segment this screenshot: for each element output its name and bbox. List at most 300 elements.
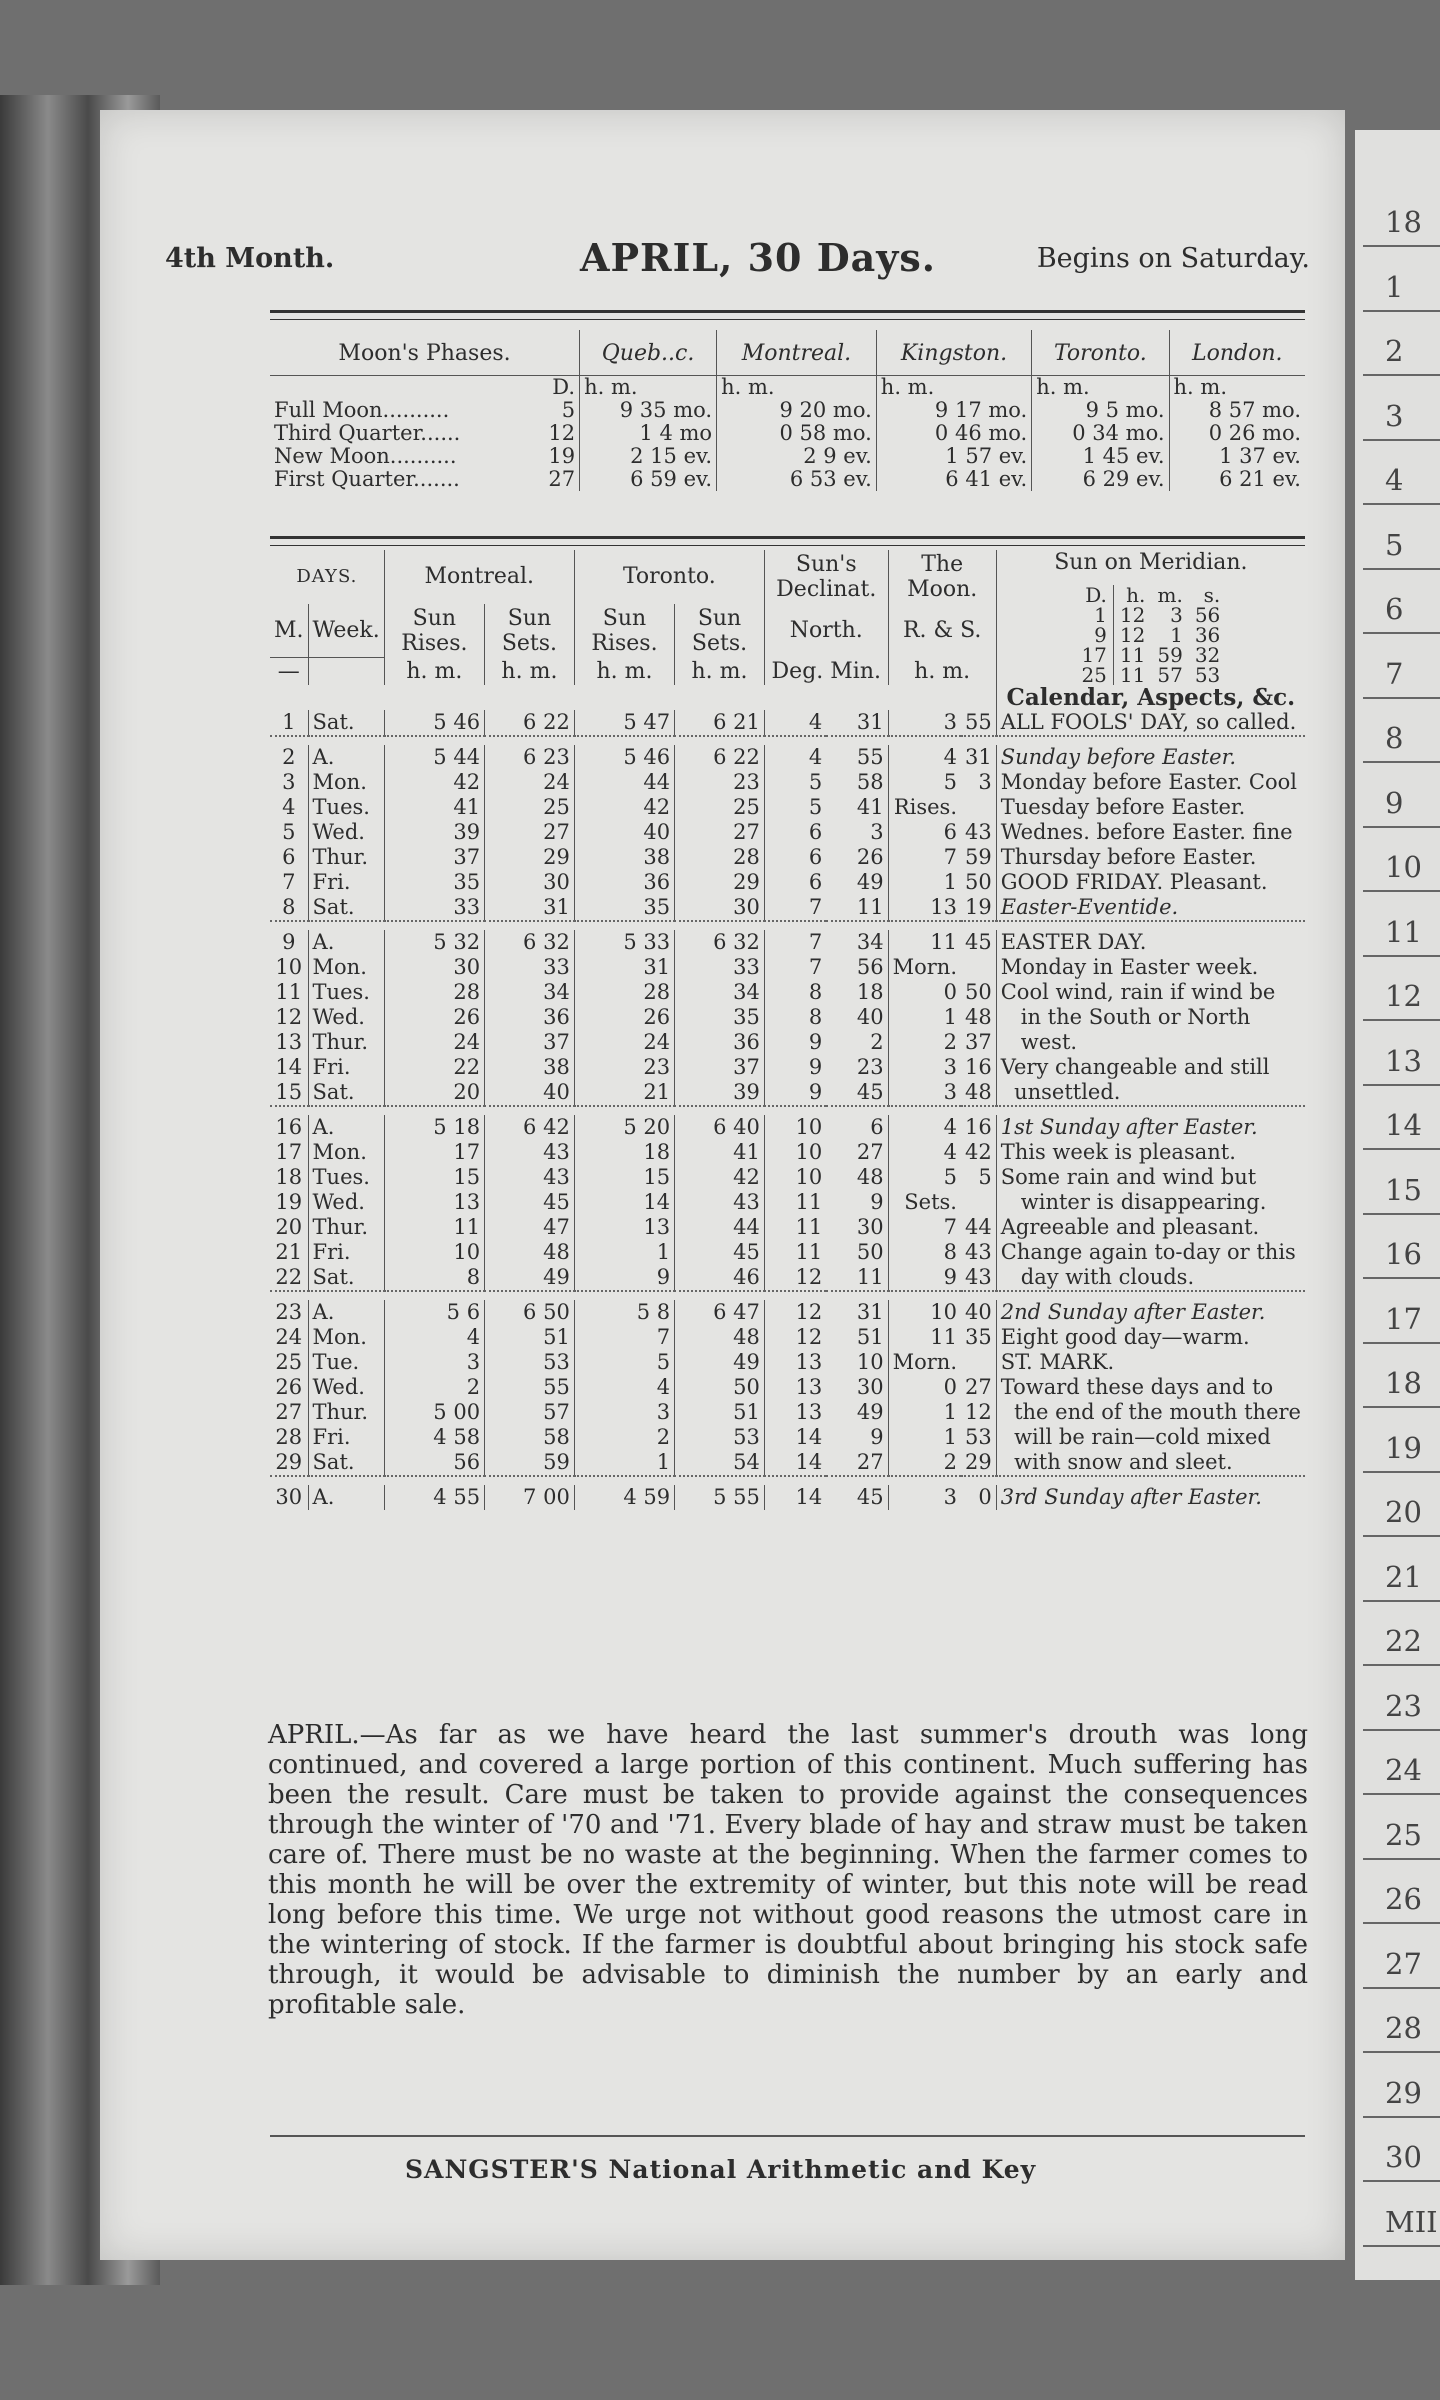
montreal-rises: 20 bbox=[384, 1080, 484, 1106]
city-header: Toronto. bbox=[1032, 330, 1169, 376]
declination-min: 26 bbox=[856, 845, 884, 869]
day-row bbox=[270, 1375, 1305, 1400]
phase-quebec: 1 4 mo bbox=[580, 422, 717, 445]
weekday: Wed. bbox=[308, 820, 384, 845]
montreal-rises: 5 00 bbox=[384, 1400, 484, 1425]
montreal-sets: 51 bbox=[485, 1325, 575, 1350]
phase-montreal: 6 53 ev. bbox=[717, 468, 877, 491]
page-title: APRIL, 30 Days. bbox=[580, 235, 936, 280]
phase-day: 27 bbox=[548, 467, 576, 491]
declination-min: 27 bbox=[856, 1450, 884, 1474]
adjacent-page-rule bbox=[1363, 1471, 1440, 1473]
adjacent-page-number: 2 bbox=[1385, 334, 1404, 368]
montreal-sets: 45 bbox=[485, 1190, 575, 1215]
moon-hour: 4 bbox=[888, 1140, 961, 1165]
moon-hour: 3 bbox=[888, 1485, 961, 1510]
toronto-sets: 35 bbox=[675, 1005, 765, 1030]
meridian-row bbox=[1075, 625, 1226, 645]
phase-kingston: 0 46 mo. bbox=[876, 422, 1031, 445]
meridian-value: 53 bbox=[1194, 663, 1221, 687]
declination-deg: 14 bbox=[764, 1450, 826, 1476]
montreal-rises: 11 bbox=[384, 1215, 484, 1240]
moon-minute: 59 bbox=[965, 845, 992, 869]
moon-hour: 7 bbox=[888, 1215, 961, 1240]
phase-name: New Moon.......... bbox=[274, 444, 457, 468]
calendar-note: winter is disappearing. bbox=[996, 1190, 1305, 1215]
subhead-hm: h. m. bbox=[580, 376, 717, 400]
declination-min: 9 bbox=[870, 1425, 884, 1449]
declination-min: 9 bbox=[870, 1190, 884, 1214]
montreal-sets: 33 bbox=[485, 955, 575, 980]
adjacent-page-rule bbox=[1363, 310, 1440, 312]
weekday: Wed. bbox=[308, 1190, 384, 1215]
moon-minute: 48 bbox=[965, 1005, 992, 1029]
montreal-sets: 58 bbox=[485, 1425, 575, 1450]
toronto-sets: 33 bbox=[675, 955, 765, 980]
adjacent-page-number: 8 bbox=[1385, 721, 1404, 755]
declination-header: Sun's Declinat. bbox=[764, 550, 888, 604]
toronto-sets: 25 bbox=[675, 795, 765, 820]
montreal-rises: 26 bbox=[384, 1005, 484, 1030]
calendar-note: will be rain—cold mixed bbox=[996, 1425, 1305, 1450]
declination-min: 11 bbox=[856, 1265, 884, 1289]
adjacent-page-number: 13 bbox=[1385, 1043, 1422, 1078]
adjacent-page-rule bbox=[1363, 1342, 1440, 1344]
day-row bbox=[270, 1215, 1305, 1240]
calendar-note: ST. MARK. bbox=[996, 1350, 1305, 1375]
day-number: 10 bbox=[275, 955, 303, 979]
toronto-rises: 7 bbox=[574, 1325, 674, 1350]
calendar-note: unsettled. bbox=[996, 1080, 1305, 1106]
calendar-note: Monday in Easter week. bbox=[996, 955, 1305, 980]
declination-deg: 10 bbox=[764, 1165, 826, 1190]
toronto-rises: 1 bbox=[574, 1450, 674, 1476]
montreal-rises: 8 bbox=[384, 1265, 484, 1291]
day-row bbox=[270, 1265, 1305, 1291]
montreal-rises: 39 bbox=[384, 820, 484, 845]
city-header: London. bbox=[1169, 330, 1305, 376]
day-row bbox=[270, 745, 1305, 770]
montreal-rises: 13 bbox=[384, 1190, 484, 1215]
weekday: Sat. bbox=[308, 1080, 384, 1106]
phase-london: 1 37 ev. bbox=[1169, 445, 1305, 468]
adjacent-page-number: 15 bbox=[1385, 1172, 1422, 1207]
moon-hour: 9 bbox=[888, 1265, 961, 1291]
moon-hour: Morn. bbox=[888, 1350, 961, 1375]
toronto-sets: 53 bbox=[675, 1425, 765, 1450]
declination-deg: 5 bbox=[764, 795, 826, 820]
col-week: Week. bbox=[308, 604, 384, 658]
montreal-rises: 33 bbox=[384, 895, 484, 921]
declination-min: 49 bbox=[856, 1400, 884, 1424]
moon-hour: 0 bbox=[888, 980, 961, 1005]
montreal-sets: 37 bbox=[485, 1030, 575, 1055]
day-row bbox=[270, 770, 1305, 795]
toronto-sets: 50 bbox=[675, 1375, 765, 1400]
calendar-note: GOOD FRIDAY. Pleasant. bbox=[996, 870, 1305, 895]
almanac-table: DAYS. Montreal. Toronto. Sun's Declinat. The Moon. Sun on Meridian. D. h. m. s. 1 12 3 56 9 12 1 36 17 11 59 32 25 11 57 53 M. Week. Sun Rises. Sun Sets. Sun Rises. Sun Sets. North. R. & S. — h. m. h. m. h. m. h. m. Deg. Min. h. m. Calendar, Aspects, &c. 1 Sat. 5 46 6 22 5 47 6 21 4 31 3 55 ALL FOOLS' DAY, so called. 2 A. 5 44 6 23 5 46 6 22 4 55 4 31 Sunday before Easter. 3 Mon. 42 24 44 23 5 58 5 3 Monday before Easter. Cool 4 Tues. 41 25 42 25 5 41 Rises. Tuesday before Easter. 5 Wed. 39 27 40 27 6 3 6 43 Wednes. before Easter. fine 6 Thur. 37 29 38 28 6 26 7 59 Thursday before Easter. 7 Fri. 35 30 36 29 6 49 1 50 GOOD FRIDAY. Pleasant. 8 Sat. 33 31 35 30 7 11 13 19 Easter-Eventide. 9 A. 5 32 6 32 5 33 6 32 7 34 11 45 EASTER DAY. 10 Mon. 30 33 31 33 7 56 Morn. Monday in Easter week. 11 Tues. 28 34 28 34 8 18 0 50 Cool wind, rain if wind be 12 Wed. 26 36 26 35 8 40 1 48 in the South or North 13 Thur. 24 37 24 36 9 2 2 37 west. 14 Fri. 22 38 23 37 9 23 3 16 Very changeable and still 15 Sat. 20 40 21 39 9 45 3 48 unsettled. 16 A. 5 18 6 42 5 20 6 40 10 6 4 16 1st Sunday after Easter. 17 Mon. 17 43 18 41 10 27 4 42 This week is pleasant. 18 Tues. 15 43 15 42 10 48 5 5 Some rain and wind but 19 Wed. 13 45 14 43 11 9 Sets. winter is disappearing. 20 Thur. 11 47 13 44 11 30 7 44 Agreeable and pleasant. 21 Fri. 10 48 1 45 11 50 8 43 Change again to-day or this 22 Sat. 8 49 9 46 12 11 9 43 day with clouds. 23 A. 5 6 6 50 5 8 6 47 12 31 10 40 2nd Sunday after Easter. 24 Mon. 4 51 7 48 12 51 11 35 Eight good day—warm. 25 Tue. 3 53 5 49 13 10 Morn. ST. MARK. 26 Wed. 2 55 4 50 13 30 0 27 Toward these days and to 27 Thur. 5 00 57 3 51 13 49 1 12 the end of the mouth there 28 Fri. 4 58 58 2 53 14 9 1 53 will be rain—cold mixed 29 Sat. 56 59 1 54 14 27 2 29 with snow and sleet. 30 A. 4 55 7 00 4 59 5 55 14 45 3 0 3rd Sunday after Easter. bbox=[270, 550, 1305, 1510]
adjacent-page-rule bbox=[1363, 374, 1440, 376]
adjacent-page-rule bbox=[1363, 1213, 1440, 1215]
adjacent-page-number: 16 bbox=[1385, 1237, 1422, 1271]
day-number: 23 bbox=[275, 1300, 303, 1324]
day-row bbox=[270, 845, 1305, 870]
calendar-note: Cool wind, rain if wind be bbox=[996, 980, 1305, 1005]
weekday: A. bbox=[308, 1485, 384, 1510]
weekday: Mon. bbox=[308, 770, 384, 795]
week-separator bbox=[270, 1106, 1305, 1115]
toronto-sets: 29 bbox=[675, 870, 765, 895]
declination-min: 48 bbox=[856, 1165, 884, 1189]
montreal-sets: 40 bbox=[485, 1080, 575, 1106]
declination-deg: 11 bbox=[764, 1240, 826, 1265]
meridian-value: 36 bbox=[1194, 623, 1221, 647]
montreal-sets: 25 bbox=[485, 795, 575, 820]
toronto-rises: 9 bbox=[574, 1265, 674, 1291]
adjacent-page-number: 17 bbox=[1385, 1301, 1422, 1336]
day-number: 13 bbox=[275, 1030, 303, 1054]
weekday: A. bbox=[308, 745, 384, 770]
calendar-note: day with clouds. bbox=[996, 1265, 1305, 1291]
moon-phase-row bbox=[270, 399, 1305, 422]
montreal-sets: 6 32 bbox=[485, 930, 575, 955]
montreal-rises: 15 bbox=[384, 1165, 484, 1190]
weekday: Tues. bbox=[308, 795, 384, 820]
moon-hour: 3 bbox=[888, 1080, 961, 1106]
montreal-rises: 24 bbox=[384, 1030, 484, 1055]
note-text: —As far as we have heard the last summer's drouth was long continued, and covered a large portion of this continent. Much suffering has been the result. Care must be taken to provide against the consequences through the winter of '70 and '71. Every blade of hay and straw must be taken care of. There must be no waste at the beginning. When the farmer comes to this month he will be over the extremity of winter, but this note will be read long before this time. We urge not without good reasons the utmost care in the wintering of stock. If the farmer is doubtful about bringing his stock safe through, it would be advisable to diminish the number by an early and profitable sale. bbox=[268, 1720, 1308, 2020]
montreal-rises: 28 bbox=[384, 980, 484, 1005]
toronto-rises: 24 bbox=[574, 1030, 674, 1055]
toronto-rises: 28 bbox=[574, 980, 674, 1005]
montreal-sets: 27 bbox=[485, 820, 575, 845]
moon-minute: 3 bbox=[978, 770, 992, 794]
adjacent-page bbox=[1355, 130, 1440, 2280]
phase-london: 6 21 ev. bbox=[1169, 468, 1305, 491]
montreal-rises: 5 18 bbox=[384, 1115, 484, 1140]
montreal-sets: 38 bbox=[485, 1055, 575, 1080]
day-row bbox=[270, 870, 1305, 895]
day-row bbox=[270, 820, 1305, 845]
moon-minute: 48 bbox=[965, 1080, 992, 1104]
montreal-rises: 4 bbox=[384, 1325, 484, 1350]
meridian-value: 17 bbox=[1075, 645, 1113, 665]
moon-hour: 11 bbox=[888, 1325, 961, 1350]
montreal-sets: 6 42 bbox=[485, 1115, 575, 1140]
calendar-note: 1st Sunday after Easter. bbox=[996, 1115, 1305, 1140]
toronto-sets: 41 bbox=[675, 1140, 765, 1165]
toronto-sets: 37 bbox=[675, 1055, 765, 1080]
calendar-note: Agreeable and pleasant. bbox=[996, 1215, 1305, 1240]
day-row bbox=[270, 1240, 1305, 1265]
adjacent-page-number: 24 bbox=[1385, 1753, 1422, 1787]
moon-minute: 19 bbox=[965, 895, 992, 919]
col-montreal-rises: Sun Rises. bbox=[384, 604, 484, 658]
day-number: 5 bbox=[282, 820, 296, 844]
calendar-note: Monday before Easter. Cool bbox=[996, 770, 1305, 795]
day-number: 7 bbox=[282, 870, 296, 894]
moon-minute: 40 bbox=[965, 1300, 992, 1324]
declination-deg: 12 bbox=[764, 1325, 826, 1350]
weekday: Fri. bbox=[308, 870, 384, 895]
calendar-note: 2nd Sunday after Easter. bbox=[996, 1300, 1305, 1325]
meridian-value: 59 bbox=[1157, 643, 1183, 667]
toronto-rises: 31 bbox=[574, 955, 674, 980]
adjacent-page-rule bbox=[1363, 439, 1440, 441]
meridian-head: D. bbox=[1075, 585, 1113, 605]
montreal-rises: 56 bbox=[384, 1450, 484, 1476]
moon-minute bbox=[961, 1350, 996, 1375]
adjacent-page-rule bbox=[1363, 1535, 1440, 1537]
moon-minute: 35 bbox=[965, 1325, 992, 1349]
weekday: A. bbox=[308, 1300, 384, 1325]
day-number: 22 bbox=[275, 1265, 303, 1289]
adjacent-page-rule bbox=[1363, 2116, 1440, 2118]
day-number: 18 bbox=[275, 1165, 303, 1189]
day-number: 6 bbox=[282, 845, 296, 869]
calendar-note: Thursday before Easter. bbox=[996, 845, 1305, 870]
moon-minute: 12 bbox=[965, 1400, 992, 1424]
day-row bbox=[270, 955, 1305, 980]
calendar-note: Wednes. before Easter. fine bbox=[996, 820, 1305, 845]
moon-phase-row bbox=[270, 422, 1305, 445]
toronto-rises: 18 bbox=[574, 1140, 674, 1165]
moon-phase-row bbox=[270, 445, 1305, 468]
day-number: 25 bbox=[275, 1350, 303, 1374]
phase-montreal: 0 58 mo. bbox=[717, 422, 877, 445]
declination-deg: 6 bbox=[764, 870, 826, 895]
weekday: Sat. bbox=[308, 895, 384, 921]
moon-hour: Morn. bbox=[888, 955, 961, 980]
phase-toronto: 6 29 ev. bbox=[1032, 468, 1169, 491]
subhead-hm: h. m. bbox=[1032, 376, 1169, 400]
adjacent-page-number: 26 bbox=[1385, 1882, 1422, 1916]
phase-day: 12 bbox=[548, 421, 576, 445]
unit-hm: h. m. bbox=[574, 658, 674, 685]
city-header: Queb..c. bbox=[580, 330, 717, 376]
declination-deg: 14 bbox=[764, 1425, 826, 1450]
adjacent-page-rule bbox=[1363, 1019, 1440, 1021]
montreal-rises: 5 44 bbox=[384, 745, 484, 770]
toronto-sets: 48 bbox=[675, 1325, 765, 1350]
montreal-rises: 5 46 bbox=[384, 710, 484, 736]
day-number: 8 bbox=[282, 895, 296, 919]
footer-rule bbox=[270, 2135, 1305, 2137]
montreal-rises: 5 6 bbox=[384, 1300, 484, 1325]
day-number: 24 bbox=[275, 1325, 303, 1349]
montreal-sets: 55 bbox=[485, 1375, 575, 1400]
calendar-note: west. bbox=[996, 1030, 1305, 1055]
montreal-rises: 17 bbox=[384, 1140, 484, 1165]
day-number: 11 bbox=[275, 980, 303, 1004]
meridian-value: 12 bbox=[1119, 603, 1146, 627]
day-number: 20 bbox=[275, 1215, 303, 1239]
declination-deg: 12 bbox=[764, 1300, 826, 1325]
phase-day: 19 bbox=[548, 444, 576, 468]
day-row bbox=[270, 930, 1305, 955]
subhead-d: D. bbox=[552, 375, 576, 399]
day-row bbox=[270, 1325, 1305, 1350]
adjacent-page-rule bbox=[1363, 503, 1440, 505]
adjacent-page-number: 18 bbox=[1385, 1366, 1422, 1400]
calendar-note: Eight good day—warm. bbox=[996, 1325, 1305, 1350]
adjacent-page-number: 22 bbox=[1385, 1624, 1422, 1658]
montreal-sets: 53 bbox=[485, 1350, 575, 1375]
montreal-sets: 6 23 bbox=[485, 745, 575, 770]
page-header bbox=[165, 235, 1310, 285]
declination-deg: 9 bbox=[764, 1080, 826, 1106]
calendar-note: Sunday before Easter. bbox=[996, 745, 1305, 770]
toronto-rises: 40 bbox=[574, 820, 674, 845]
toronto-sets: 34 bbox=[675, 980, 765, 1005]
calendar-note: Very changeable and still bbox=[996, 1055, 1305, 1080]
toronto-rises: 4 bbox=[574, 1375, 674, 1400]
meridian-value: 32 bbox=[1194, 643, 1221, 667]
declination-min: 30 bbox=[856, 1215, 884, 1239]
city-header: Kingston. bbox=[876, 330, 1031, 376]
unit-hm: h. m. bbox=[384, 658, 484, 685]
moon-hour: 1 bbox=[888, 1400, 961, 1425]
note-lead: APRIL. bbox=[268, 1720, 360, 1750]
adjacent-page-rule bbox=[1363, 1277, 1440, 1279]
weekday: A. bbox=[308, 930, 384, 955]
declination-min: 56 bbox=[856, 955, 884, 979]
meridian-row bbox=[1075, 665, 1226, 685]
moon-minute: 31 bbox=[965, 745, 992, 769]
calendar-note: Toward these days and to bbox=[996, 1375, 1305, 1400]
adjacent-page-number: 4 bbox=[1385, 463, 1404, 497]
calendar-note: Easter-Eventide. bbox=[996, 895, 1305, 921]
adjacent-page-rule bbox=[1363, 1729, 1440, 1731]
moon-minute: 53 bbox=[965, 1425, 992, 1449]
declination-min: 40 bbox=[856, 1005, 884, 1029]
toronto-sets: 42 bbox=[675, 1165, 765, 1190]
day-row bbox=[270, 1055, 1305, 1080]
moon-hour: 1 bbox=[888, 870, 961, 895]
weekday: Fri. bbox=[308, 1240, 384, 1265]
declination-min: 58 bbox=[856, 770, 884, 794]
toronto-sets: 43 bbox=[675, 1190, 765, 1215]
declination-deg: 4 bbox=[764, 710, 826, 736]
adjacent-page-number: 21 bbox=[1385, 1559, 1422, 1594]
toronto-sets: 6 32 bbox=[675, 930, 765, 955]
phase-name: First Quarter....... bbox=[274, 467, 460, 491]
montreal-rises: 4 58 bbox=[384, 1425, 484, 1450]
phase-kingston: 6 41 ev. bbox=[876, 468, 1031, 491]
moon-minute: 27 bbox=[965, 1375, 992, 1399]
day-row bbox=[270, 895, 1305, 921]
declination-deg: 13 bbox=[764, 1375, 826, 1400]
adjacent-page-rule bbox=[1363, 890, 1440, 892]
moon-hour: 1 bbox=[888, 1005, 961, 1030]
moon-minute: 16 bbox=[965, 1055, 992, 1079]
moon-hour: 11 bbox=[888, 930, 961, 955]
adjacent-page-rule bbox=[1363, 245, 1440, 247]
adjacent-page-number: 25 bbox=[1385, 1817, 1422, 1852]
april-note bbox=[268, 1720, 1308, 2020]
moon-phase-row bbox=[270, 468, 1305, 491]
weekday: Thur. bbox=[308, 1030, 384, 1055]
meridian-head: s. bbox=[1203, 583, 1221, 607]
declination-min: 3 bbox=[870, 820, 884, 844]
moon-minute: 16 bbox=[965, 1115, 992, 1139]
declination-deg: 14 bbox=[764, 1485, 826, 1510]
adjacent-page-number: 10 bbox=[1385, 850, 1422, 884]
subhead-hm: h. m. bbox=[876, 376, 1031, 400]
adjacent-page-number: 11 bbox=[1385, 914, 1422, 949]
phase-kingston: 1 57 ev. bbox=[876, 445, 1031, 468]
adjacent-page-number: 18 bbox=[1385, 205, 1422, 239]
adjacent-page-number: 27 bbox=[1385, 1946, 1422, 1981]
day-row bbox=[270, 1450, 1305, 1476]
moon-minute: 50 bbox=[965, 870, 992, 894]
toronto-rises: 23 bbox=[574, 1055, 674, 1080]
moon-hour: 10 bbox=[888, 1300, 961, 1325]
moon-minute: 43 bbox=[965, 1265, 992, 1289]
toronto-sets: 6 21 bbox=[675, 710, 765, 736]
unit-deg: Deg. Min. bbox=[764, 658, 888, 685]
adjacent-page-number: 14 bbox=[1385, 1108, 1422, 1142]
week-separator bbox=[270, 1476, 1305, 1485]
montreal-rises: 10 bbox=[384, 1240, 484, 1265]
toronto-rises: 15 bbox=[574, 1165, 674, 1190]
toronto-header: Toronto. bbox=[574, 550, 764, 604]
toronto-sets: 27 bbox=[675, 820, 765, 845]
adjacent-page-rule bbox=[1363, 1664, 1440, 1666]
moon-phases-table bbox=[270, 330, 1305, 491]
day-row bbox=[270, 1165, 1305, 1190]
meridian-value: 56 bbox=[1194, 603, 1221, 627]
moon-minute: 55 bbox=[965, 710, 992, 734]
meridian-row bbox=[1075, 605, 1226, 625]
day-number: 2 bbox=[282, 745, 296, 769]
toronto-rises: 4 59 bbox=[574, 1485, 674, 1510]
toronto-rises: 5 33 bbox=[574, 930, 674, 955]
day-number: 16 bbox=[275, 1115, 303, 1139]
moon-hour: 8 bbox=[888, 1240, 961, 1265]
moon-minute: 43 bbox=[965, 1240, 992, 1264]
montreal-sets: 36 bbox=[485, 1005, 575, 1030]
declination-deg: 13 bbox=[764, 1400, 826, 1425]
declination-deg: 11 bbox=[764, 1215, 826, 1240]
day-number: 17 bbox=[275, 1140, 303, 1164]
montreal-sets: 6 22 bbox=[485, 710, 575, 736]
toronto-rises: 5 47 bbox=[574, 710, 674, 736]
declination-min: 45 bbox=[856, 1080, 884, 1104]
moon-hour: 5 bbox=[888, 1165, 961, 1190]
unit-hm: h. m. bbox=[485, 658, 575, 685]
adjacent-page-rule bbox=[1363, 1406, 1440, 1408]
phase-toronto: 0 34 mo. bbox=[1032, 422, 1169, 445]
week-separator bbox=[270, 1291, 1305, 1300]
weekday: Thur. bbox=[308, 1215, 384, 1240]
days-header: DAYS. bbox=[296, 566, 358, 588]
toronto-sets: 36 bbox=[675, 1030, 765, 1055]
declination-min: 10 bbox=[856, 1350, 884, 1374]
adjacent-page-number: 7 bbox=[1385, 656, 1404, 691]
montreal-sets: 49 bbox=[485, 1265, 575, 1291]
toronto-rises: 5 8 bbox=[574, 1300, 674, 1325]
meridian-head: h. bbox=[1126, 583, 1146, 607]
meridian-title: Sun on Meridian. bbox=[1054, 550, 1248, 575]
adjacent-page-rule bbox=[1363, 1858, 1440, 1860]
declination-deg: 11 bbox=[764, 1190, 826, 1215]
moon-minute bbox=[961, 795, 996, 820]
phase-quebec: 2 15 ev. bbox=[580, 445, 717, 468]
meridian-value: 9 bbox=[1075, 625, 1113, 645]
moon-hour: 13 bbox=[888, 895, 961, 921]
weekday: Tues. bbox=[308, 1165, 384, 1190]
